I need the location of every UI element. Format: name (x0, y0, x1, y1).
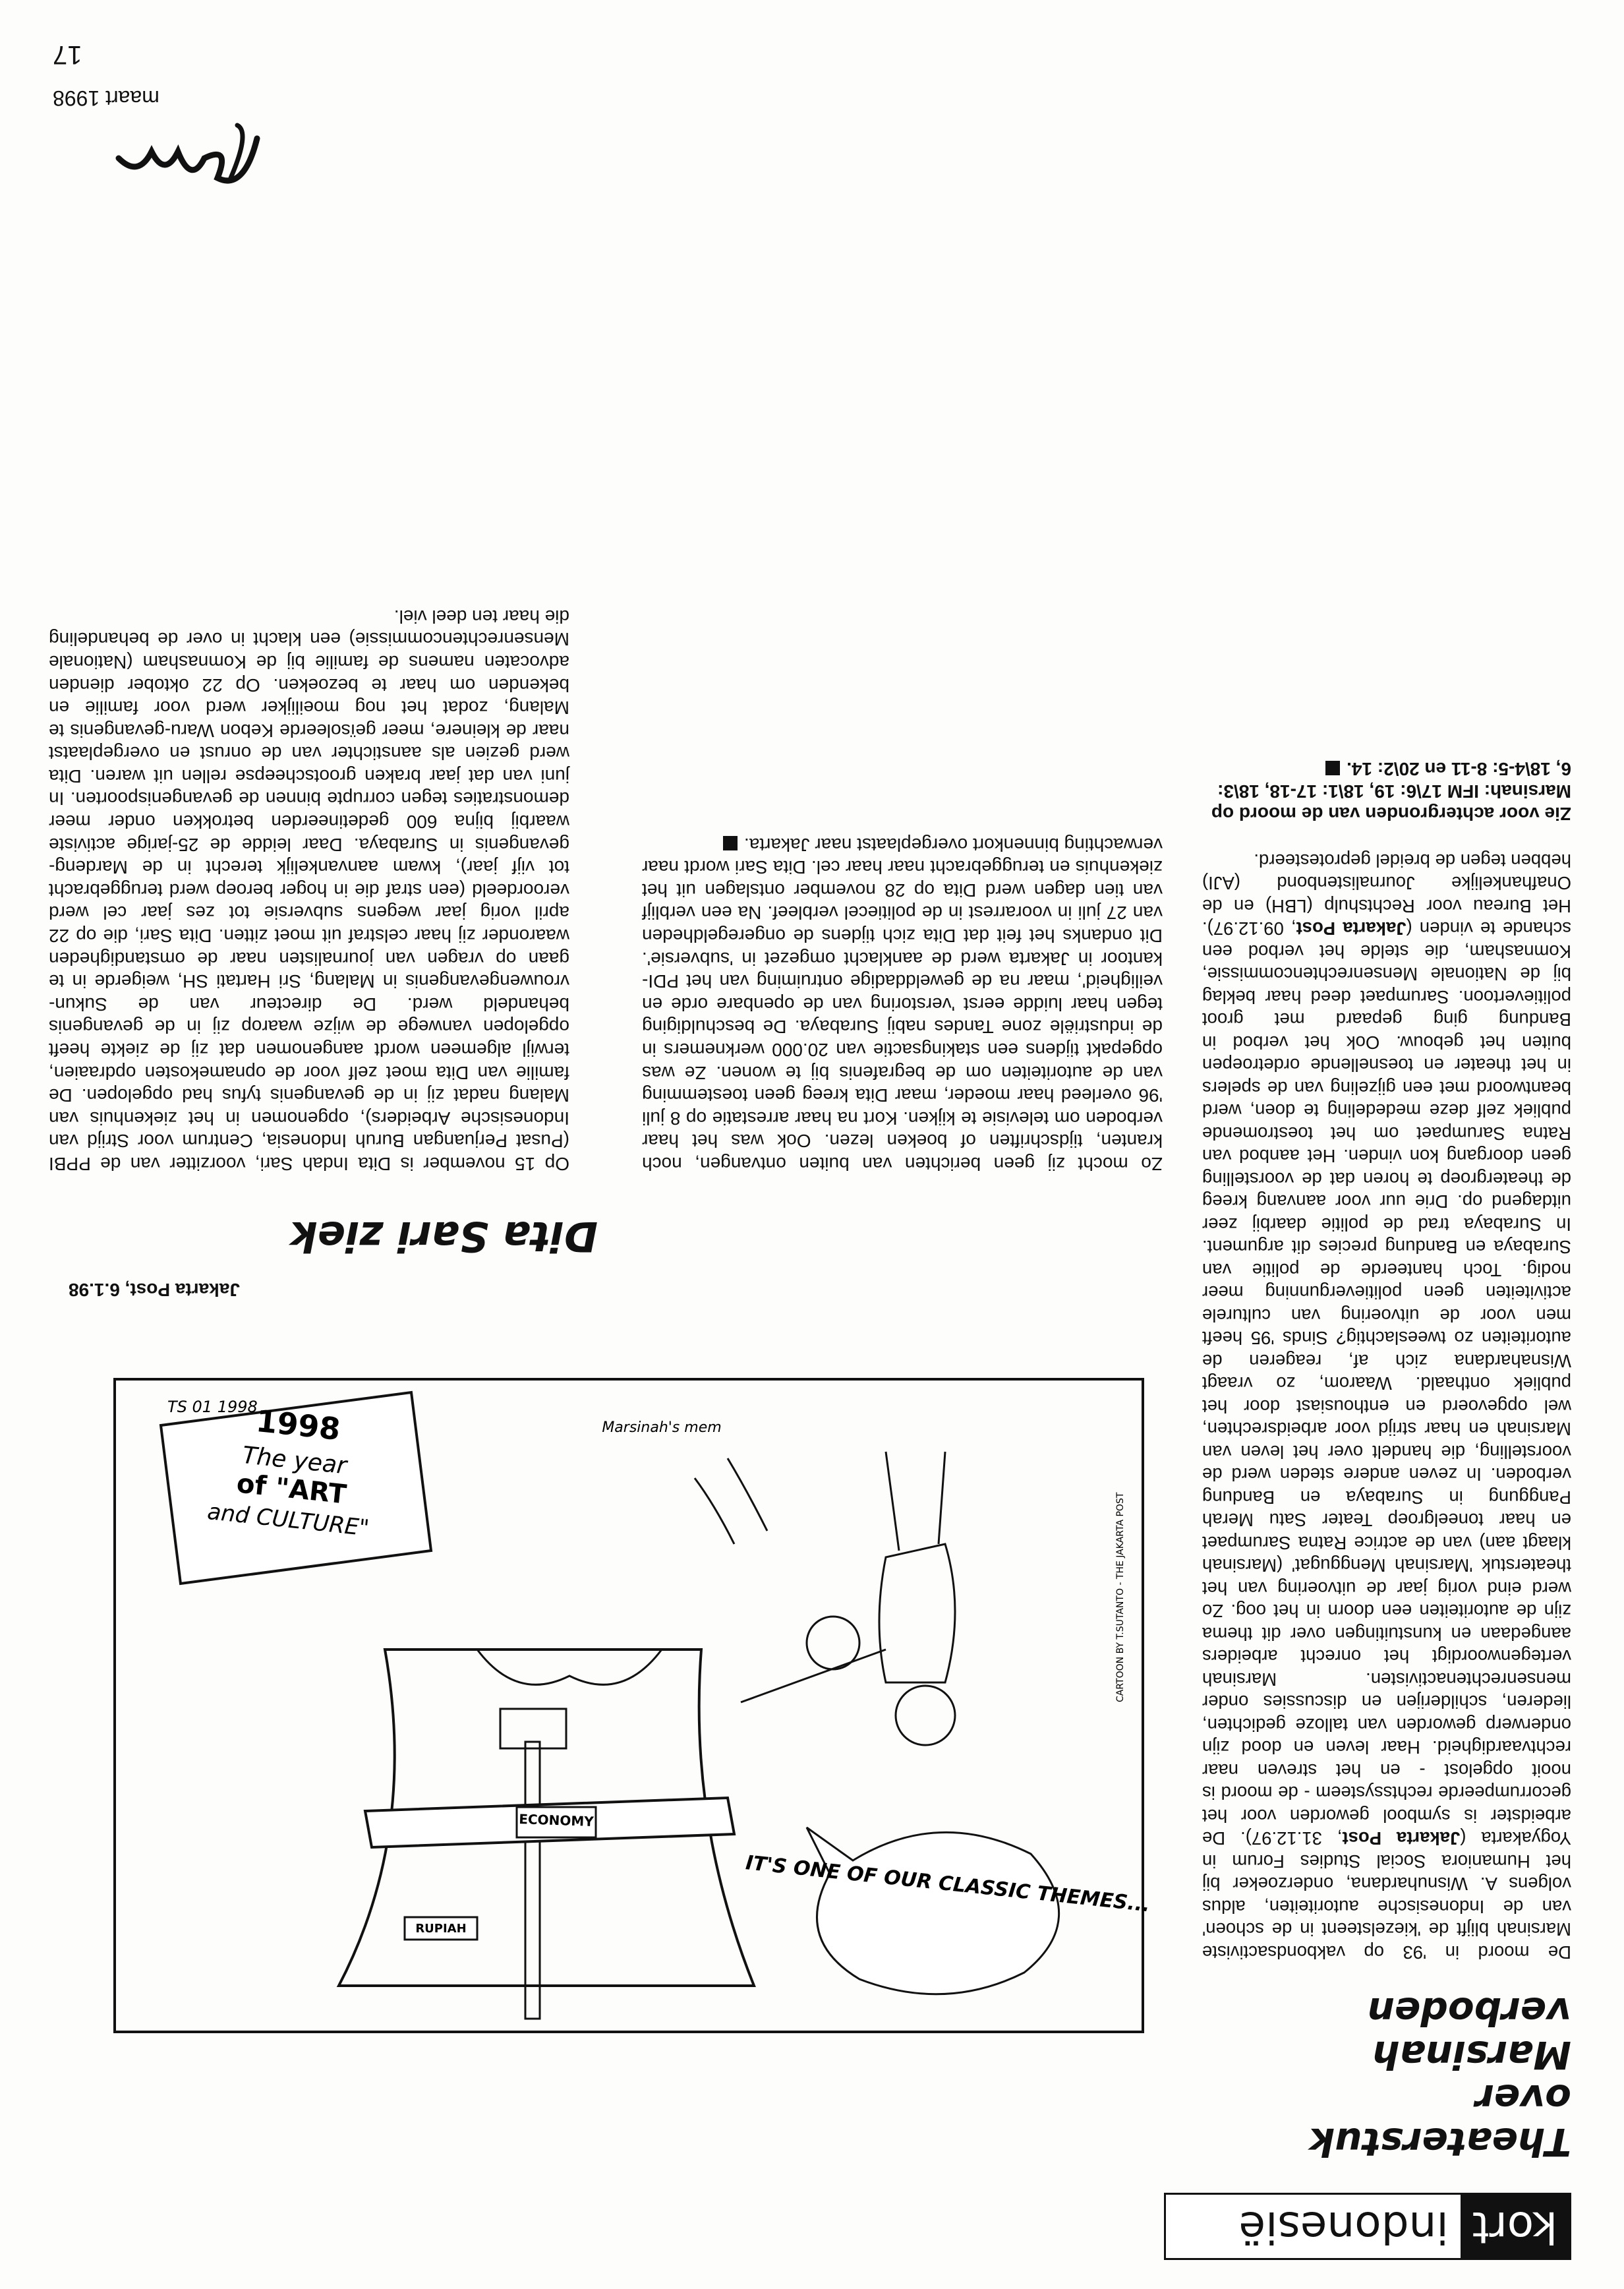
dita-column-1 (49, 605, 569, 1175)
speech-bubble (807, 1828, 1059, 1994)
section-header (1164, 2193, 1571, 2260)
figure-head (896, 1686, 955, 1745)
theater-body-part3: , 09.12.97). Het Bureau voor Rechtshulp (LBH) en de Onafhankelijke Journalistenbond (AJI) hebben tegen de breidel geprotesteerd. (1202, 850, 1571, 939)
source-jakarta-post-2: Jakarta Post (1296, 918, 1406, 939)
trousers-fold (477, 1650, 662, 1684)
dita-headline: Dita Sari ziek (290, 1212, 598, 1261)
cartoon-caption: Jakarta Post, 6.1.98 (69, 1280, 240, 1300)
scribbles (695, 1458, 767, 1544)
see-also-note (1202, 758, 1571, 825)
dita-body-2-text: Zo mocht zij geen berichten van buiten ontvangen, noch kranten, tijdschriften of boeken lezen. Ook was het haar verboden om televisie te kijken. Kort na haar arrestatie op 8 juli '96 overleed haar moeder, maar Dita kreeg geen toestemming van de autoriteiten om de begrafenis bij te wonen. Ze was opgepakt tijdens een stakingsactie van 20.000 werknemers in de industriële zone Tandes nabij Surabaya. De beschuldiging tegen haar luidde eerst 'verstoring van de openbare orde en veiligheid', maar na de gewelddadige ontruiming van het PDI-kantoor in Jakarta werd de aanklacht omgezet in 'subversie'. Dit ondanks het feit dat Dita zich tijdens de ongeregeldheden van 27 juli in voorarrest in de politiecel verbleef. Na een verblijf van tien dagen werd Dita op 28 november ontslagen uit het ziekenhuis en teruggebracht naar haar cel. Dita Sari wordt naar verwachting binnenkort overgeplaatst naar Jakarta. (642, 834, 1163, 1174)
theater-headline (1202, 1990, 1571, 2164)
logo-signature (99, 119, 270, 204)
page-footer (53, 40, 264, 211)
hat-label: Marsinah's mem (602, 1419, 722, 1436)
sign-line4: and CULTURE" (206, 1498, 370, 1542)
theater-headline-line2: Marsinah verboden (1367, 1989, 1571, 2077)
figure2-head (807, 1617, 859, 1669)
belt-label: ECONOMY (518, 1811, 594, 1829)
theater-headline-line1: Theaterstuk over (1309, 2076, 1571, 2164)
sign-line1: 1998 (254, 1402, 342, 1447)
see-also-text: Zie voor achtergronden van de moord op Marsinah: IFM 17\6: 19, 18\1: 17-18, 18\3: 6, 18\4-5: 8-11 en 20\2: 14. (1211, 759, 1571, 825)
end-mark-icon (1325, 761, 1340, 775)
flag-pole (525, 1742, 540, 2019)
cartoon-drawing (75, 1313, 1163, 2071)
section-header-indonesie: indonesië (1238, 2202, 1449, 2253)
cartoon-date: TS 01 1998 (167, 1398, 258, 1416)
sign-line2: The year (241, 1441, 348, 1480)
figure-arm (741, 1650, 886, 1702)
dita-column-2 (642, 833, 1163, 1175)
source-jakarta-post-1: Jakarta Post (1342, 1828, 1461, 1849)
theater-body (1202, 849, 1571, 1964)
theater-body-part1: De moord in '93 op vakbondsactiviste Marsinah blijft de 'kiezelsteent in de schoen' van de Indonesische autoriteiten, aldus volgens A. Wisnuhardana, onderzoeker bij het Humaniora Social Studies Forum in Yogyakarta ( (1202, 1828, 1571, 1963)
cartoon (75, 1313, 1163, 2071)
tag-label: RUPIAH (415, 1922, 467, 1936)
dita-body-2 (642, 833, 1163, 1175)
end-mark-icon (723, 836, 738, 850)
dita-body-1: Op 15 november is Dita Indah Sari, voorzitter van de PPBI (Pusat Perjuangan Buruh Indonesia, Centrum voor Strijd van Indonesische Arbeiders), opgenomen in het ziekenhuis van Malang nadat zij in de gevangenis tyfus had opgelopen. De familie van Dita moet zelf voor de opnamekosten opdraaien, terwijl algemeen wordt aangenomen dat zij de ziekte heeft opgelopen vanwege de wijze waarop zij in de gevangenis behandeld werd. De directeur van de Sukun-vrouwengevangenis in Malang, Sri Hartati SH, weigerde in te gaan op vragen van journalisten naar de omstandigheden waaronder zij haar celstraf uit moet zitten. Dita Sari, die op 22 april vorig jaar wegens subversie tot zes jaar cel werd veroordeeld (een straf die in hoger beroep werd teruggebracht tot vijf jaar), kwam aanvankelijk terecht in de Mardeng-gevangenis in Surabaya. Daar leidde de 25-jarige activiste waarbij bijna 600 gedetineerden betrokken onder meer demonstraties tegen corrupte binnen de gevangenispoorten. In juni van dat jaar braken grootscheepse rellen uit waren. Dita werd gezien als aanstichter van de onrust en overgeplaatst naar de kleinere, meer geïsoleerde Kebon Waru-gevangenis te Malang, zodat het nog moeilijker werd voor familie en bekenden om haar te bezoeken. Op 22 oktober dienden advocaten namens de familie bij de Komnasham (Nationale Mensenrechtencommissie) een klacht in over de behandeling die haar ten deel viel. (49, 606, 569, 1174)
theater-body-part2: , 31.12.97). De arbeidster is symbool geworden voor het gecorrumpeerde rechtssysteem - de moord is nooit opgelost - en het streven naar rechtvaardigheid. Haar leven en dood zijn onderwerp geworden van talloze gedichten, liederen, schilderijen en discussies onder mensenrechtenactivisten. Marsinah vertegenwoordigt het onrecht arbeiders aangedaan en kunstuitingen over dit thema zijn de autoriteiten een doorn in het oog. Zo werd eind vorig jaar de uitvoering van het theaterstuk 'Marsinah Menggugat' (Marsinah klaagt aan) van de actrice Ratna Sarumpaet en haar toneelgroep Teater Satu Merah Panggung in Surabaya en Bandung verboden. In zeven andere steden werd de voorstelling, die handelt over het leven van Marsinah en haar strijd voor arbeidsrechten, wel opgevoerd en enthousiast door het publiek onthaald. Waarom, zo vraagt Wisnahardana zich af, reageren de autoriteiten zo tweeslachtig? Sinds '95 heeft men voor de uitvoering van culturele activiteiten geen politievergunning meer nodig. Toch hanteerde de politie van Surabaya en Bandung precies dit argument. In Surabaya trad de politie daarbij zeer uitdagend op. Drie uur voor aanvang kreeg de theatergroep te horen dat de voorstelling geen doorgang kon vinden. Het aanbod van Ratna Sarumpaet om het toestromende publiek zelf deze mededeling te doen, werd beantwoord met een gijzeling van de spelers in het theater en toesnellende ordetroepen buiten het gebouw. Ook het verbod in Bandung ging gepaard met groot politievertoon. Sarumpaet deed haar beklag bij de Nationale Mensenrechtencommissie, Komnasham, die stelde het verbod een schande te vinden ( (1202, 918, 1571, 1849)
speech-bubble-text: IT'S ONE OF OUR CLASSIC THEMES... (744, 1851, 1151, 1917)
figure-legs (886, 1452, 945, 1551)
theater-article (1202, 740, 1571, 2164)
section-header-kort: kort (1461, 2195, 1569, 2258)
figure-body (879, 1544, 955, 1682)
page-number: 17 (53, 40, 82, 69)
sign-line3: of "ART (235, 1468, 348, 1510)
cartoon-credit: CARTOON BY T.SUTANTO - THE JAKARTA POST (1115, 1492, 1126, 1702)
issue-date: maart 1998 (53, 86, 160, 110)
